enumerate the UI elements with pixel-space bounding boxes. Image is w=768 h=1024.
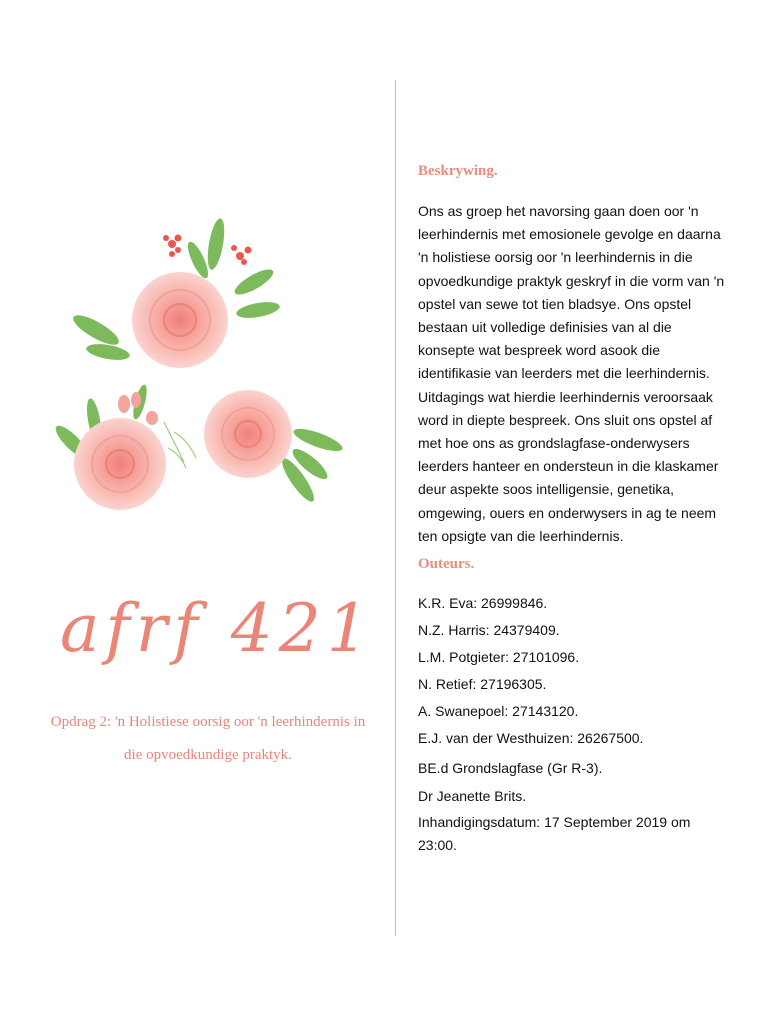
author-item: K.R. Eva: 26999846. xyxy=(418,595,548,612)
vertical-divider xyxy=(395,80,396,936)
course-code: afrf 421 xyxy=(60,590,375,667)
description-text: Ons as groep het navorsing gaan doen oor 'n leerhindernis met emosionele gevolge en daarna 'n holistiese oorsig oor 'n leerhindernis in die opvoedkundige praktyk geskryf in die vorm van 'n opstel van sewe tot tien bladsye. Ons opstel bestaan uit volledige definisies van al die konsepte wat bespreek word asook die identifikasie van leerders met die leerhindernis. Uitdagings wat hierdie leerhindernis veroorsaak word in diepte bespreek. Ons sluit ons opstel af met hoe ons as grondslagfase-onderwysers leerders hanteer en ondersteun in die klaskamer deur aspekte soos intelligensie, genetika, omgewing, ouers en onderwysers in ag te neem ten opsigte van die leerhindernis. xyxy=(418,203,725,544)
author-item: N. Retief: 27196305. xyxy=(418,676,547,693)
authors-heading: Outeurs. xyxy=(418,556,475,573)
details-column xyxy=(418,160,728,857)
description-heading: Beskrywing. xyxy=(418,163,498,179)
author-item: N.Z. Harris: 24379409. xyxy=(418,622,560,639)
author-item: L.M. Potgieter: 27101096. xyxy=(418,649,580,666)
rose-bouquet-illustration xyxy=(48,212,348,532)
lecturer-name: Dr Jeanette Brits. xyxy=(418,788,527,805)
degree-program: BE.d Grondslagfase (Gr R-3). xyxy=(418,760,603,777)
due-date: Inhandigingsdatum: 17 September 2019 om 23:00. xyxy=(418,814,691,854)
author-item: A. Swanepoel: 27143120. xyxy=(418,703,579,720)
authors-list xyxy=(418,590,728,752)
author-item: E.J. van der Westhuizen: 26267500. xyxy=(418,730,644,747)
assignment-title: Opdrag 2: 'n Holistiese oorsig oor 'n leerhindernis in die opvoedkundige praktyk. xyxy=(50,714,366,763)
